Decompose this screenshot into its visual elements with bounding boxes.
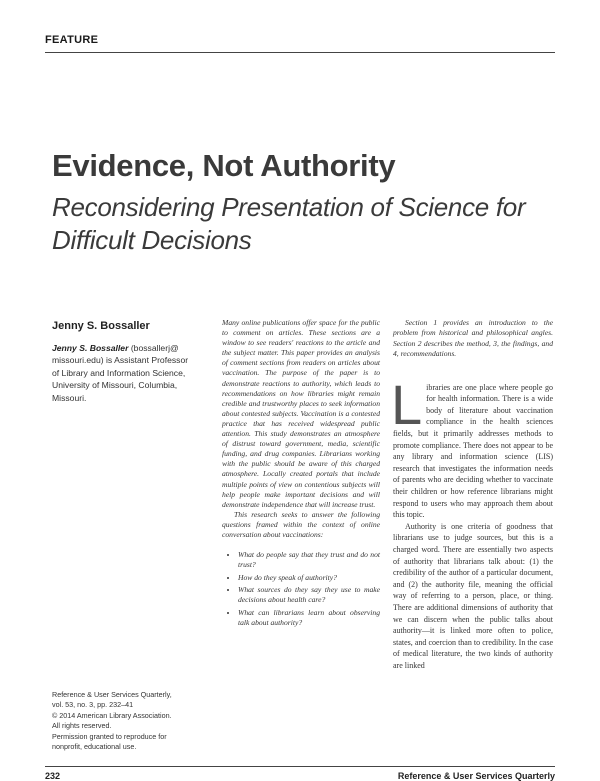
abstract-paragraph: This research seeks to answer the following questions framed within the context of online conversation about vaccinations:	[222, 509, 380, 539]
section-label: FEATURE	[45, 34, 99, 46]
list-item: • What do people say that they trust and do not trust?	[238, 550, 380, 570]
bottom-divider	[45, 766, 555, 767]
top-divider	[45, 52, 555, 53]
journal-name: Reference & User Services Quarterly	[397, 771, 555, 781]
article-subtitle: Reconsidering Presentation of Science for Difficult Decisions	[52, 192, 526, 255]
research-questions-list	[222, 550, 380, 628]
citation-line: © 2014 American Library Association.	[52, 710, 172, 720]
author-bio-text: (bossallerj@ missouri.edu) is Assistant Professor of Library and Information Science, University of Missouri, Columbia, Missouri.	[52, 343, 189, 403]
article-title: Evidence, Not Authority	[52, 148, 396, 183]
body-paragraph: Authority is one criteria of goodness that librarians use to judge sources, but this is a charged word. There are essentially two aspects of authority that librarians talk about: (1) the credibility of the author of a particular document, and (2) the authority file, meaning the official way of referring to a person, place, or thing. There are additional dimensions of authority that we can discern when the public talks about authority—it is linked more often to police, states, and coercion than to credibility. In the case of medical literature, the two kinds of authority are linked	[393, 521, 553, 670]
author-bio-name: Jenny S. Bossaller	[52, 343, 129, 353]
citation-line: Reference & User Services Quarterly,	[52, 690, 172, 699]
list-item: • What can librarians learn about observing talk about authority?	[238, 608, 380, 628]
body-paragraph-text: ibraries are one place where people go for health information. There is a wide body of literature about vaccination compliance in the health sciences fields, but it primarily addresses methods to promote compliance. There does not appear to be any library and information science (LIS) research that investigates the information needs of parents who are deciding whether to vaccinate their children or how reference librarians might respond to users who may approach them about this topic.	[393, 382, 553, 520]
citation-line: nonprofit, educational use.	[52, 742, 137, 752]
author-bio	[52, 342, 194, 404]
body-column	[393, 318, 553, 671]
citation-line: Permission granted to reproduce for	[52, 731, 167, 741]
author-name: Jenny S. Bossaller	[52, 320, 150, 332]
abstract-column	[222, 318, 380, 631]
body-paragraph	[391, 372, 553, 521]
citation-line: vol. 53, no. 3, pp. 232–41	[52, 700, 134, 710]
abstract-paragraph: Many online publications offer space for the public to comment on articles. These sections are a window to see readers' reactions to the article and the subject matter. This paper provides an analysis of comment sections from readers on articles about vaccination. The purpose of the paper is to demonstrate reactions to authority, which leads to recommendations on how libraries might remain credible and trustworthy places to seek information about contested subjects. Vaccination is a contested practice that has received widespread public attention. This study demonstrates an atmosphere of distrust toward government, media, scientific funding, and drug companies. Librarians working with the public should be aware of this charged atmosphere. Locally created portals that include multiple points of view on contentious subjects will help people make important decisions and will demonstrate independence that will increase trust.	[222, 318, 380, 509]
citation-line: All rights reserved.	[52, 721, 112, 731]
section-overview: Section 1 provides an introduction to the problem from historical and philosophical angles. Section 2 describes the method, 3, the findings, and 4, recommendations.	[393, 318, 553, 359]
page-number: 232	[45, 771, 61, 781]
list-item: • How do they speak of authority?	[238, 573, 380, 583]
list-item: • What sources do they say they use to make decisions about health care?	[238, 585, 380, 605]
drop-cap: L	[391, 372, 423, 436]
citation-block	[52, 690, 207, 752]
